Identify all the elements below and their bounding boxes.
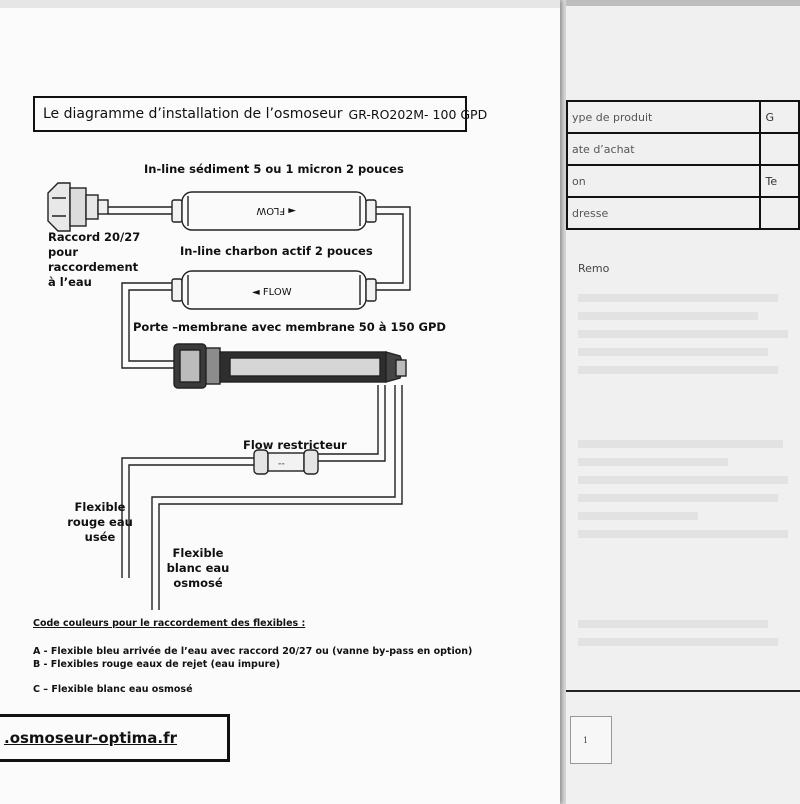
raccord-fitting-icon bbox=[48, 183, 108, 231]
color-codes-title: Code couleurs pour le raccordement des flexibles : bbox=[33, 618, 306, 629]
faded-text-line bbox=[578, 440, 783, 448]
model-number: GR-RO202M- 100 GPD bbox=[348, 106, 488, 122]
row-value bbox=[760, 197, 799, 229]
label-restricteur: Flow restricteur bbox=[243, 438, 347, 452]
label-raccord-1: Raccord 20/27 bbox=[48, 230, 141, 244]
color-code-c: C – Flexible blanc eau osmosé bbox=[33, 684, 193, 695]
label-rouge-1: Flexible bbox=[74, 500, 126, 514]
row-value bbox=[760, 133, 799, 165]
page-number-box bbox=[570, 716, 612, 764]
color-code-a: A - Flexible bleu arrivée de l’eau avec raccord 20/27 ou (vanne by-pass en option) bbox=[33, 646, 473, 657]
label-blanc-2: blanc eau bbox=[166, 561, 230, 575]
faded-text-line bbox=[578, 312, 758, 320]
divider bbox=[566, 690, 800, 692]
red-hose bbox=[122, 458, 254, 578]
inlet-hose bbox=[108, 207, 172, 214]
faded-text-line bbox=[578, 294, 778, 302]
faded-text-line bbox=[578, 512, 698, 520]
label-charbon: In-line charbon actif 2 pouces bbox=[180, 244, 373, 258]
label-blanc-3: osmosé bbox=[173, 576, 223, 590]
faded-text-line bbox=[578, 476, 788, 484]
row-label: dresse bbox=[567, 197, 760, 229]
page-edge-band bbox=[566, 0, 800, 6]
flow-label-2: ◄ FLOW bbox=[252, 287, 292, 298]
membrane-housing-icon bbox=[174, 344, 406, 388]
label-blanc-1: Flexible bbox=[172, 546, 224, 560]
label-raccord-2: pour bbox=[48, 245, 78, 259]
page-number: 1 bbox=[583, 736, 589, 745]
label-raccord-4: à l’eau bbox=[48, 275, 92, 289]
website-url[interactable]: .osmoseur-optima.fr bbox=[4, 729, 177, 747]
diagram-title: Le diagramme d’installation de l’osmoseur bbox=[43, 106, 343, 122]
faded-text-line bbox=[578, 530, 788, 538]
website-box bbox=[0, 714, 230, 762]
faded-text-line bbox=[578, 638, 778, 646]
flow-restricteur-icon bbox=[254, 450, 318, 474]
table-row bbox=[567, 197, 799, 229]
remarks-label: Remo bbox=[578, 262, 610, 275]
faded-text-line bbox=[578, 330, 788, 338]
table-row bbox=[567, 101, 799, 133]
row-value: Te bbox=[760, 165, 799, 197]
faded-text-line bbox=[578, 494, 778, 502]
label-rouge-2: rouge eau bbox=[67, 515, 133, 529]
label-sediment: In-line sédiment 5 ou 1 micron 2 pouces bbox=[144, 162, 404, 176]
row-label: ate d’achat bbox=[567, 133, 760, 165]
row-value: G bbox=[760, 101, 799, 133]
product-info-table bbox=[566, 100, 800, 230]
faded-text-line bbox=[578, 620, 768, 628]
faded-text-line bbox=[578, 366, 778, 374]
label-rouge-3: usée bbox=[84, 530, 116, 544]
row-label: ype de produit bbox=[567, 101, 760, 133]
restricteur-mark: ≡≡ bbox=[278, 461, 285, 466]
color-code-b: B - Flexibles rouge eaux de rejet (eau impure) bbox=[33, 659, 281, 670]
table-row bbox=[567, 165, 799, 197]
faded-text-line bbox=[578, 348, 768, 356]
label-membrane: Porte –membrane avec membrane 50 à 150 GPD bbox=[133, 320, 446, 334]
table-row bbox=[567, 133, 799, 165]
hose-sediment-charbon bbox=[376, 207, 410, 290]
faded-text-line bbox=[578, 458, 728, 466]
flow-label-1: ◄ FLOW bbox=[256, 205, 296, 216]
row-label: on bbox=[567, 165, 760, 197]
label-raccord-3: raccordement bbox=[48, 260, 139, 274]
